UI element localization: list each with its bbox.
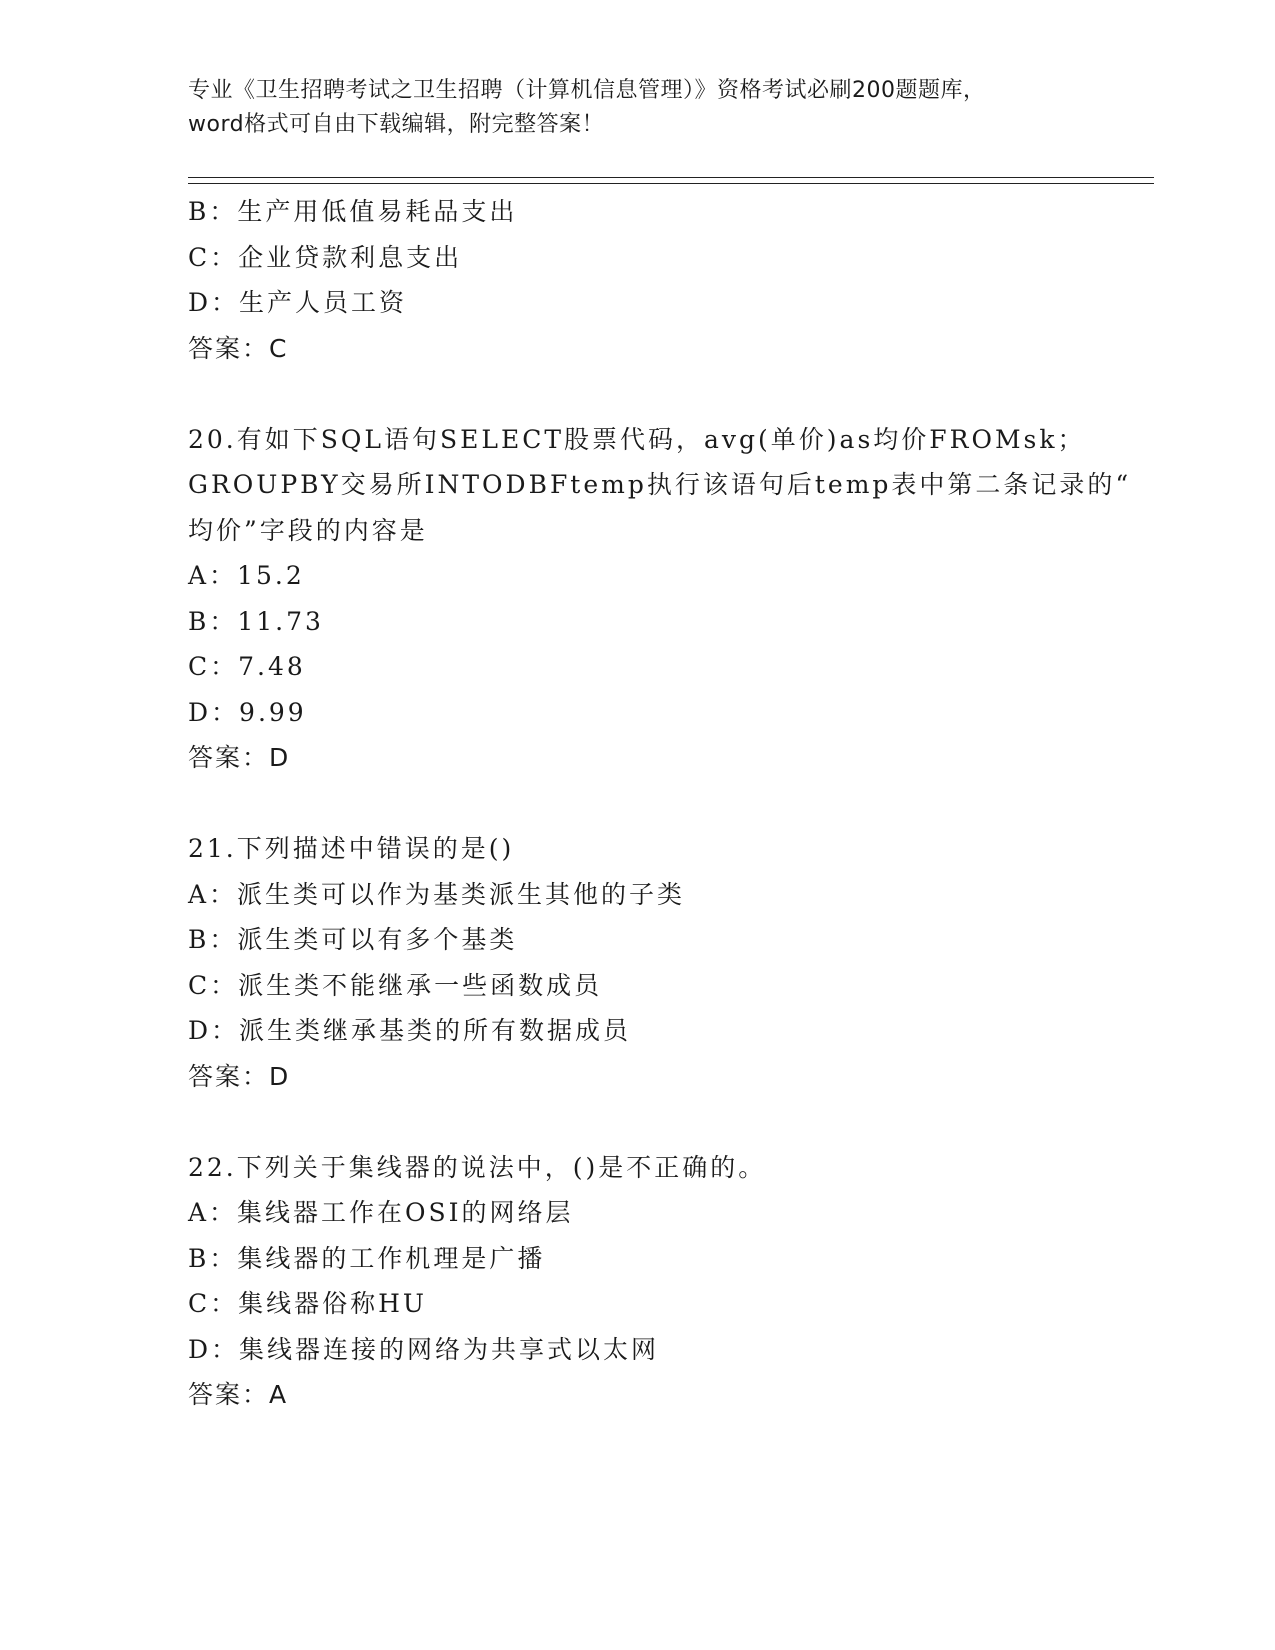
option-d: D：派生类继承基类的所有数据成员 [188,1016,632,1045]
question-stem: GROUPBY交易所INTODBFtemp执行该语句后temp表中第二条记录的“ [188,470,1132,499]
answer: 答案：D [188,1061,291,1091]
question-21 [188,826,1148,1099]
document-header [188,74,1088,142]
header-title-line-1: 专业《卫生招聘考试之卫生招聘（计算机信息管理）》资格考试必刷200题题库， [188,78,986,103]
option-b: B：生产用低值易耗品支出 [188,197,518,226]
header-divider-top [188,177,1154,178]
option-b: B：派生类可以有多个基类 [188,925,518,954]
question-19-continued [188,189,1148,371]
spacer [188,371,1148,417]
question-stem: 20.有如下SQL语句SELECT股票代码，avg(单价)as均价FROMsk； [188,424,1086,454]
question-stem: 21.下列描述中错误的是() [188,834,515,863]
option-d: D：生产人员工资 [188,288,408,317]
option-c: C：派生类不能继承一些函数成员 [188,970,603,1000]
question-stem: 均价”字段的内容是 [188,515,428,545]
answer: 答案：D [188,743,291,772]
option-a: A：15.2 [188,561,305,590]
option-d: D：9.99 [188,697,307,727]
option-d: D：集线器连接的网络为共享式以太网 [188,1334,660,1364]
option-b: B：11.73 [188,606,324,636]
option-c: C：集线器俗称HU [188,1289,428,1318]
option-c: C：7.48 [188,652,306,681]
option-a: A：集线器工作在OSI的网络层 [188,1198,574,1227]
option-b: B：集线器的工作机理是广播 [188,1243,546,1273]
answer: 答案：A [188,1380,289,1409]
answer: 答案：C [188,333,289,363]
question-22 [188,1145,1148,1418]
header-divider-bottom [188,183,1154,184]
option-a: A：派生类可以作为基类派生其他的子类 [188,879,686,909]
spacer [188,781,1148,827]
header-title-line-2: word格式可自由下载编辑，附完整答案！ [188,112,605,137]
question-stem: 22.下列关于集线器的说法中，()是不正确的。 [188,1152,767,1182]
spacer [188,1099,1148,1145]
question-list [188,189,1148,1418]
option-c: C：企业贷款利息支出 [188,242,463,272]
question-20 [188,417,1148,781]
